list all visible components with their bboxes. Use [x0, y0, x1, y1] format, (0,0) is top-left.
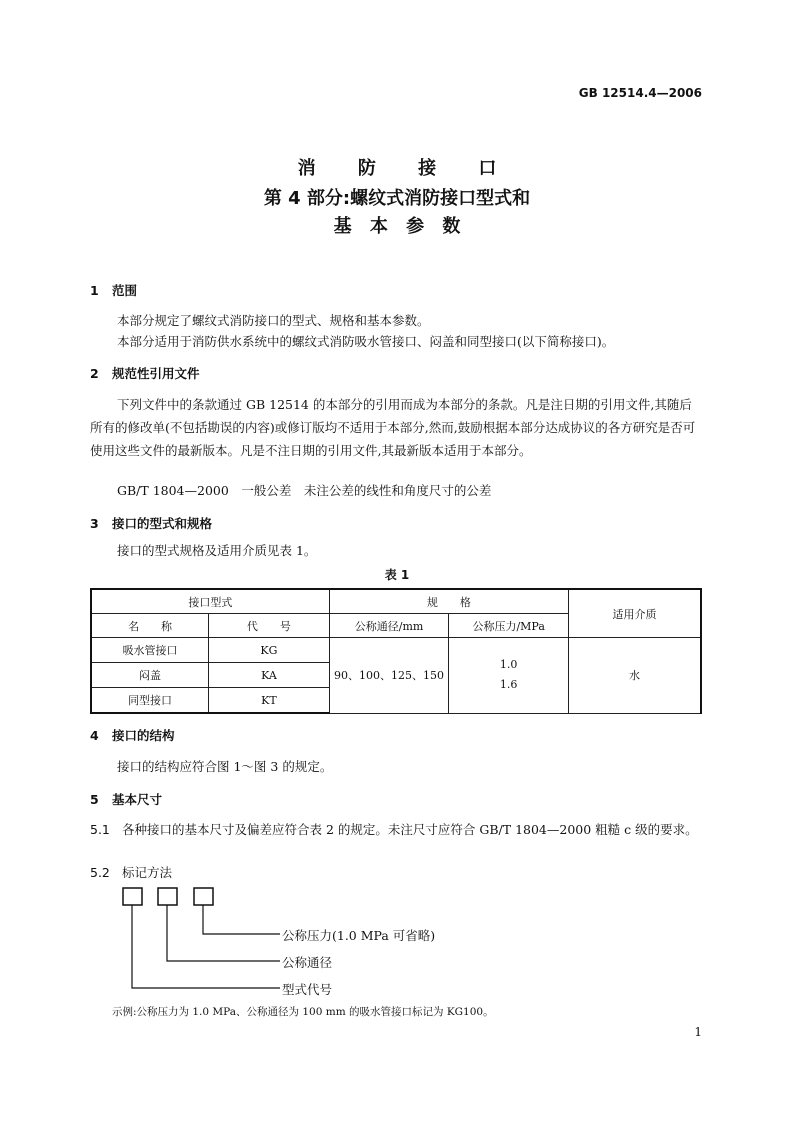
section-2-number: 2: [90, 366, 99, 381]
leader-line-diameter: [167, 905, 280, 961]
table-cell-medium: 水: [569, 638, 702, 714]
marking-label-pressure: 公称压力(1.0 MPa 可省略): [282, 928, 436, 943]
section-3-para-1: 接口的型式规格及适用介质见表 1。: [117, 543, 317, 558]
section-1-para-2: 本部分适用于消防供水系统中的螺纹式消防吸水管接口、闷盖和同型接口(以下简称接口)。: [117, 334, 615, 349]
section-4-para-1: 接口的结构应符合图 1～图 3 的规定。: [117, 759, 333, 774]
table-cell-name: 闷盖: [91, 663, 209, 688]
section-3-title: 接口的型式和规格: [112, 516, 213, 531]
table-header-type: 接口型式: [91, 589, 329, 614]
marking-box-pressure: [194, 888, 213, 905]
standard-number: GB 12514.4—2006: [578, 86, 702, 100]
section-5-title: 基本尺寸: [112, 792, 163, 807]
clause-5-2-number: 5.2: [90, 865, 110, 880]
table-1-caption: 表 1: [384, 568, 410, 582]
section-4-number: 4: [90, 728, 99, 743]
section-3-number: 3: [90, 516, 99, 531]
marking-box-type: [123, 888, 142, 905]
section-2-reference: GB/T 1804—2000 一般公差 未注公差的线性和角度尺寸的公差: [117, 483, 492, 498]
page-number: 1: [694, 1025, 702, 1039]
table-cell-code: KA: [209, 663, 330, 688]
table-header-name: 名 称: [91, 614, 209, 638]
title-line-1: 消 防 接 口: [297, 158, 515, 179]
section-1-para-1: 本部分规定了螺纹式消防接口的型式、规格和基本参数。: [117, 313, 430, 328]
marking-example: 示例:公称压力为 1.0 MPa、公称通径为 100 mm 的吸水管接口标记为 KG100。: [112, 1006, 494, 1018]
marking-box-diameter: [158, 888, 177, 905]
table-cell-name: 吸水管接口: [91, 638, 209, 663]
table-header-dn: 公称通径/mm: [329, 614, 449, 638]
marking-label-diameter: 公称通径: [282, 955, 333, 970]
table-cell-name: 同型接口: [91, 688, 209, 714]
section-1-number: 1: [90, 283, 99, 298]
table-cell-pn-2: 1.6: [499, 678, 518, 692]
table-header-medium: 适用介质: [569, 589, 702, 638]
section-4-title: 接口的结构: [112, 728, 175, 743]
leader-line-pressure: [203, 905, 280, 934]
section-1-title: 范围: [112, 283, 138, 298]
clause-5-1-number: 5.1: [90, 822, 110, 837]
marking-label-type: 型式代号: [282, 982, 333, 997]
table-header-code: 代 号: [209, 614, 330, 638]
section-2-para-1: 下列文件中的条款通过 GB 12514 的本部分的引用而成为本部分的条款。凡是注日期的引用文件,其随后所有的修改单(不包括勘误的内容)或修订版均不适用于本部分,然而,鼓励根据本部分达成协议的各方研究是否可使用这些文件的最新版本。凡是不注日期的引用文件,其最新版本适用于本部分。: [90, 397, 696, 458]
table-cell-code: KG: [209, 638, 330, 663]
leader-line-type: [132, 905, 280, 988]
table-cell-dn: 90、100、125、150: [329, 638, 449, 714]
table-cell-code: KT: [209, 688, 330, 714]
table-cell-pn-1: 1.0: [499, 658, 518, 672]
section-5-number: 5: [90, 792, 99, 807]
section-2-title: 规范性引用文件: [112, 366, 200, 381]
table-header-spec: 规 格: [329, 589, 568, 614]
table-header-pn: 公称压力/MPa: [449, 614, 569, 638]
clause-5-1-text: 各种接口的基本尺寸及偏差应符合表 2 的规定。未注尺寸应符合 GB/T 1804—2000 粗糙 c 级的要求。: [122, 822, 698, 837]
clause-5-2-text: 标记方法: [122, 865, 173, 880]
title-line-2: 第 4 部分:螺纹式消防接口型式和: [263, 188, 531, 209]
title-line-3: 基 本 参 数: [333, 216, 467, 237]
